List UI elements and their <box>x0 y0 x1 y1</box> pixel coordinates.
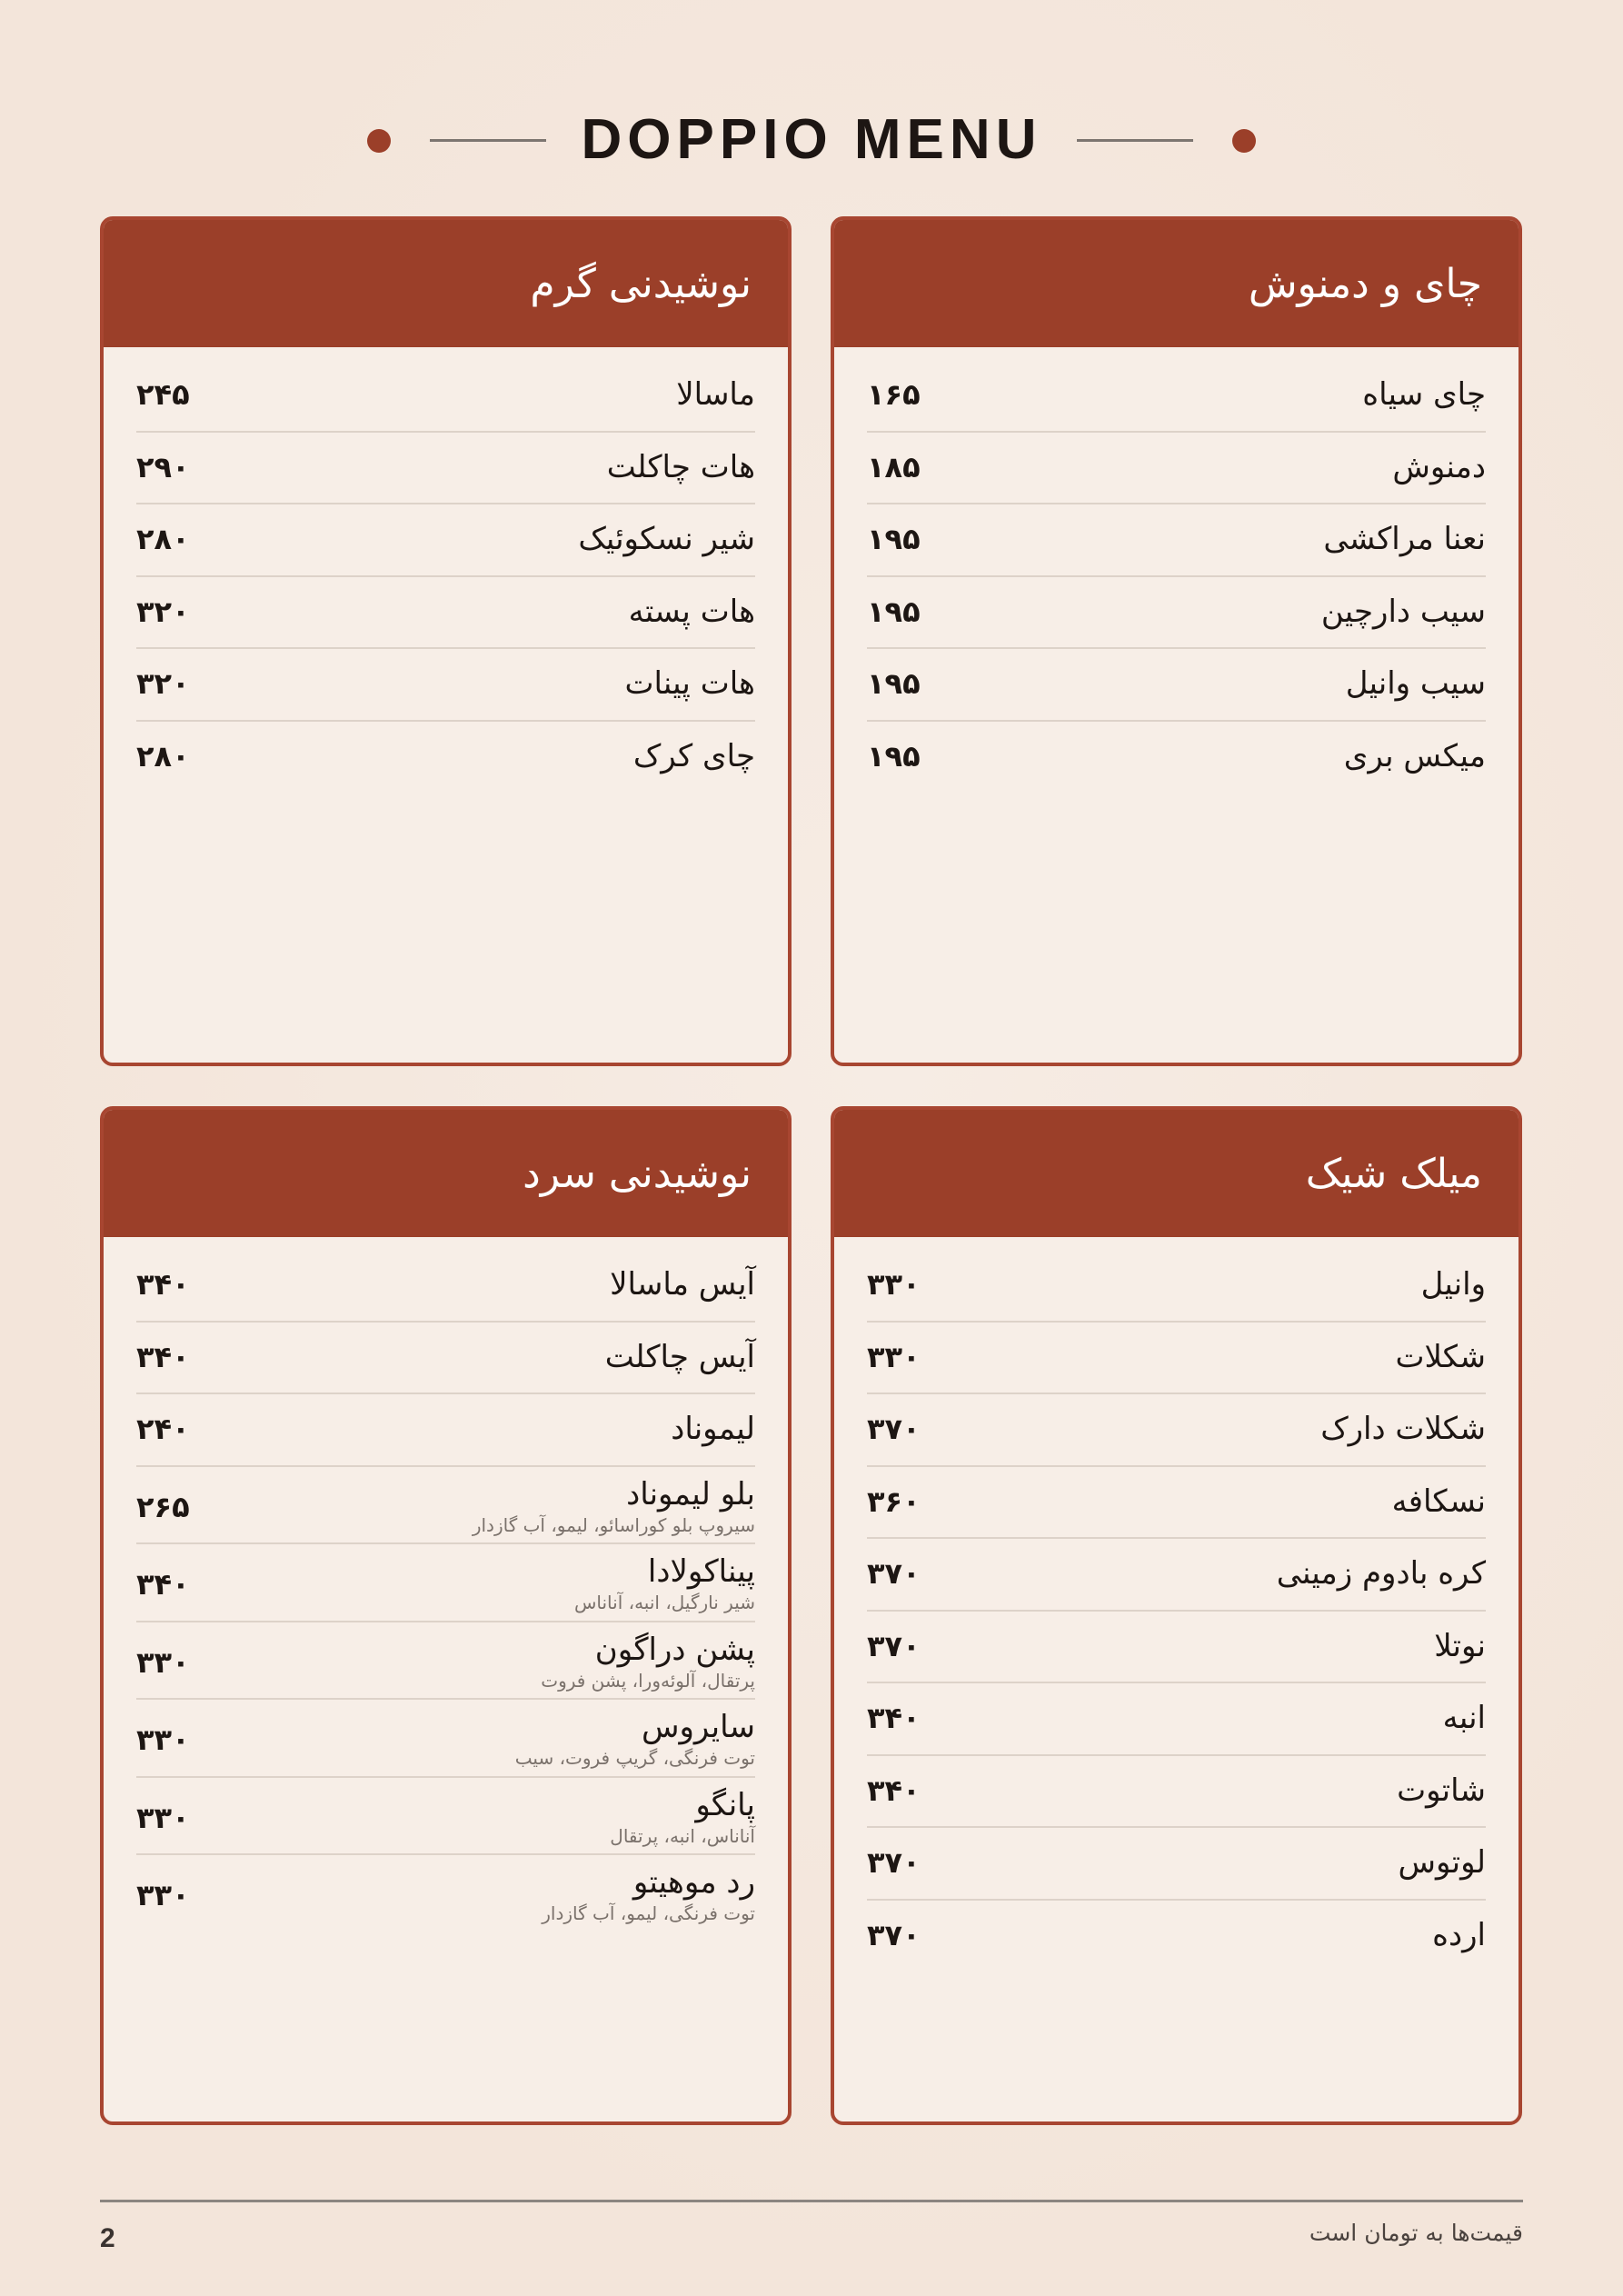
section-title: میلک شیک <box>834 1110 1518 1237</box>
currency-note: قیمت‌ها به تومان است <box>1309 2220 1523 2246</box>
item-name: آیس چاکلت <box>604 1338 755 1375</box>
menu-item-row <box>136 1700 755 1778</box>
item-name: سایروس <box>642 1709 755 1745</box>
item-name: کره بادوم زمینی <box>1276 1555 1486 1592</box>
menu-item-row <box>136 649 755 722</box>
item-price: ۱۹۵ <box>867 666 921 701</box>
item-price: ۳۷۰ <box>867 1556 921 1591</box>
item-name: پانگو <box>695 1786 755 1823</box>
item-text <box>1397 1771 1486 1811</box>
menu-item-row <box>867 504 1486 577</box>
item-name: سیب وانیل <box>1345 665 1486 702</box>
menu-item-row <box>867 577 1486 650</box>
section-title: چای و دمنوش <box>834 220 1518 347</box>
menu-item-row <box>867 1828 1486 1901</box>
item-price: ۳۳۰ <box>867 1339 921 1374</box>
menu-item-row <box>867 1683 1486 1756</box>
item-name: لوتوس <box>1398 1844 1486 1881</box>
menu-item-row <box>867 1467 1486 1540</box>
item-name: شکلات دارک <box>1320 1411 1486 1447</box>
item-text <box>607 447 755 487</box>
page-title: DOPPIO MENU <box>581 108 1042 171</box>
menu-item-row <box>867 1901 1486 1973</box>
item-name: بلو لیموناد <box>626 1475 755 1512</box>
item-text <box>1320 1409 1486 1449</box>
item-list <box>104 1237 788 1933</box>
section-card-cold-drinks <box>100 1106 792 2125</box>
item-price: ۳۷۰ <box>867 1917 921 1952</box>
item-description: شیر نارگیل، انبه، آناناس <box>573 1592 755 1613</box>
item-text <box>574 1552 755 1613</box>
item-price: ۳۷۰ <box>867 1412 921 1446</box>
item-price: ۳۴۰ <box>867 1701 921 1735</box>
item-price: ۲۶۵ <box>136 1489 190 1524</box>
item-name: شاتوت <box>1397 1772 1486 1809</box>
item-text <box>1443 1698 1486 1738</box>
item-price: ۳۳۰ <box>867 1267 921 1302</box>
menu-item-row <box>136 577 755 650</box>
item-name: هات پسته <box>628 593 755 630</box>
menu-item-row <box>136 1855 755 1933</box>
menu-item-row <box>136 360 755 433</box>
item-name: چای سیاه <box>1362 376 1486 413</box>
menu-item-row <box>867 1612 1486 1684</box>
menu-item-row <box>867 1756 1486 1829</box>
section-card-tea <box>831 216 1522 1066</box>
item-text <box>1392 447 1486 487</box>
item-text <box>676 374 755 414</box>
menu-item-row <box>136 1622 755 1701</box>
item-text <box>1344 736 1486 776</box>
item-text <box>610 1785 755 1847</box>
item-text <box>1432 1915 1486 1955</box>
item-text <box>1346 664 1486 704</box>
menu-item-row <box>867 360 1486 433</box>
item-price: ۱۸۵ <box>867 449 921 484</box>
item-text <box>1392 1482 1486 1522</box>
item-name: میکس بری <box>1343 737 1486 774</box>
item-price: ۳۴۰ <box>136 1339 190 1374</box>
item-name: نسکافه <box>1391 1482 1486 1520</box>
item-description: سیروپ بلو کوراسائو، لیمو، آب گازدار <box>472 1513 755 1536</box>
item-text <box>605 1337 755 1377</box>
menu-item-row <box>867 1539 1486 1612</box>
item-price: ۳۳۰ <box>136 1644 190 1680</box>
menu-item-row <box>136 722 755 794</box>
item-price: ۳۳۰ <box>136 1800 190 1835</box>
item-price: ۳۲۰ <box>136 666 190 701</box>
item-name: لیموناد <box>671 1411 755 1447</box>
item-price: ۳۴۰ <box>867 1772 921 1808</box>
menu-item-row <box>136 1250 755 1323</box>
item-name: نعنا مراکشی <box>1323 521 1486 557</box>
section-card-milkshake <box>831 1106 1522 2125</box>
item-price: ۱۹۵ <box>867 522 921 556</box>
item-description: پرتقال، آلوئه‌ورا، پشن فروت <box>541 1669 755 1692</box>
item-name: وانیل <box>1420 1266 1486 1303</box>
item-price: ۱۹۵ <box>867 594 921 629</box>
item-name: دمنوش <box>1392 448 1486 485</box>
menu-item-row <box>867 1323 1486 1395</box>
item-name: چای کرک <box>632 737 755 774</box>
item-text <box>515 1707 755 1769</box>
item-price: ۳۶۰ <box>867 1483 921 1519</box>
menu-item-row <box>867 1394 1486 1467</box>
item-description: آناناس، انبه، پرتقال <box>610 1824 755 1847</box>
item-text <box>1362 374 1486 414</box>
item-text <box>625 664 755 704</box>
item-text <box>1395 1337 1486 1377</box>
item-price: ۲۹۰ <box>136 449 190 484</box>
item-name: ماسالا <box>676 376 755 413</box>
item-price: ۲۸۰ <box>136 522 190 556</box>
item-text <box>629 592 755 632</box>
item-name: ارده <box>1432 1916 1486 1953</box>
item-text <box>578 519 755 559</box>
item-list <box>834 1237 1518 1972</box>
item-name: پیناکولادا <box>647 1553 755 1590</box>
menu-item-row <box>867 722 1486 794</box>
menu-item-row <box>136 1394 755 1467</box>
menu-item-row <box>867 1250 1486 1323</box>
item-name: پشن دراگون <box>594 1631 755 1668</box>
section-title: نوشیدنی گرم <box>104 220 788 347</box>
right-dot-ornament <box>1232 129 1256 153</box>
section-title: نوشیدنی سرد <box>104 1110 788 1237</box>
menu-header <box>0 98 1623 180</box>
item-list <box>834 347 1518 794</box>
item-price: ۳۳۰ <box>136 1722 190 1757</box>
item-text <box>542 1862 755 1924</box>
item-price: ۲۸۰ <box>136 738 190 774</box>
item-name: آیس ماسالا <box>610 1266 755 1303</box>
item-description: توت فرنگی، گریپ فروت، سیب <box>514 1747 755 1769</box>
menu-item-row <box>136 504 755 577</box>
right-line-ornament <box>1077 139 1193 142</box>
item-price: ۳۴۰ <box>136 1267 190 1302</box>
item-text <box>1321 592 1486 632</box>
item-name: رد موهیتو <box>632 1864 755 1901</box>
menu-item-row <box>867 433 1486 505</box>
menu-item-row <box>136 433 755 505</box>
menu-item-row <box>867 649 1486 722</box>
menu-item-row <box>136 1544 755 1622</box>
page-number: 2 <box>100 2223 115 2253</box>
item-text <box>541 1630 755 1692</box>
section-card-hot-drinks <box>100 216 792 1066</box>
item-price: ۳۲۰ <box>136 594 190 629</box>
item-name: هات چاکلت <box>606 448 755 485</box>
item-list <box>104 347 788 794</box>
item-price: ۳۷۰ <box>867 1628 921 1663</box>
item-price: ۳۴۰ <box>136 1567 190 1602</box>
item-price: ۲۴۵ <box>136 377 190 412</box>
item-name: سیب دارچین <box>1320 593 1486 630</box>
item-name: هات پینات <box>624 665 755 702</box>
item-price: ۱۹۵ <box>867 738 921 774</box>
footer-divider <box>100 2200 1523 2202</box>
item-text <box>1421 1264 1486 1304</box>
item-price: ۳۳۰ <box>136 1878 190 1912</box>
item-text <box>1277 1553 1486 1593</box>
item-price: ۱۶۵ <box>867 377 921 412</box>
item-text <box>1434 1626 1486 1666</box>
item-text <box>1323 519 1486 559</box>
item-name: شیر نسکوئیک <box>578 521 755 557</box>
menu-item-row <box>136 1323 755 1395</box>
item-text <box>633 736 755 776</box>
item-price: ۲۴۰ <box>136 1412 190 1446</box>
item-name: نوتلا <box>1434 1627 1486 1664</box>
menu-item-row <box>136 1467 755 1545</box>
menu-item-row <box>136 1778 755 1856</box>
item-price: ۳۷۰ <box>867 1845 921 1880</box>
item-text <box>1399 1842 1486 1882</box>
item-text <box>610 1264 755 1304</box>
item-text <box>671 1409 755 1449</box>
item-name: انبه <box>1442 1700 1486 1736</box>
item-description: توت فرنگی، لیمو، آب گازدار <box>542 1902 755 1924</box>
item-text <box>473 1474 755 1536</box>
item-name: شکلات <box>1395 1338 1486 1375</box>
